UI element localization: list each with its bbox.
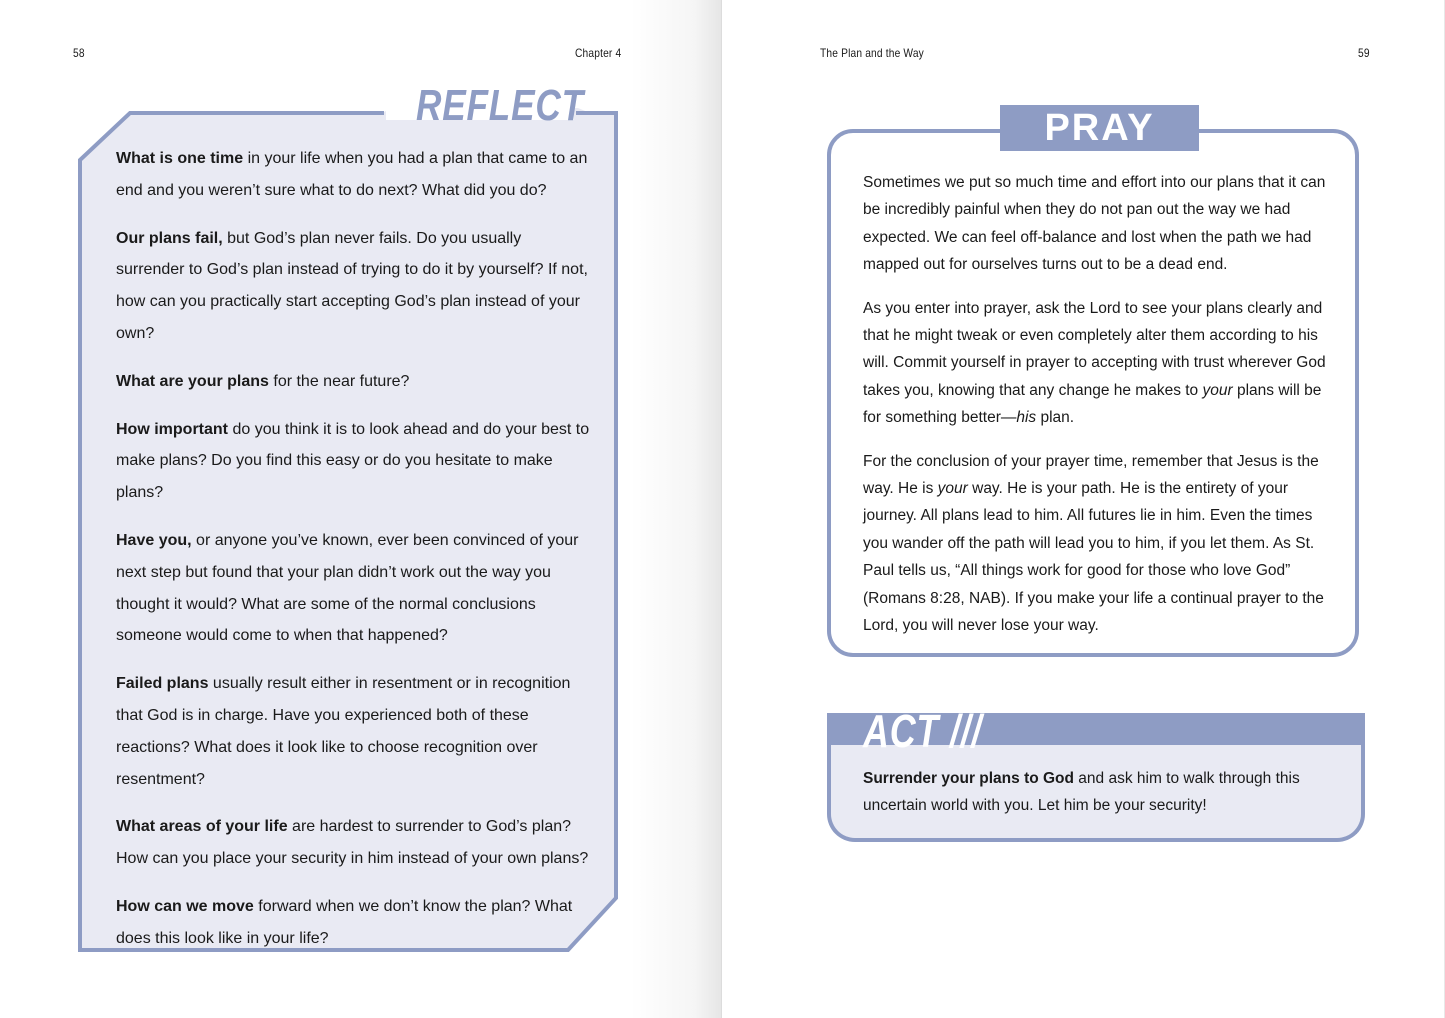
pray-paragraph: For the conclusion of your prayer time, remember that Jesus is the way. He is your way. He is your path. He is the entirety of your journey. All plans lead to him. All futures lie in him. Even the times you wander off the path will lead you to him, if you let them. As St. Paul tells us, “All things work for good for those who love God” (Romans 8:28, NAB). If you make your life a continual prayer to the Lord, you will never lose your way. [863,452,1324,635]
reflect-question: Our plans fail, but God’s plan never fails. Do you usually surrender to God’s plan instead of trying to do it by yourself? If not, how can you practically start accepting God’s plan instead of your own? [116,229,588,342]
reflect-questions [116,143,591,971]
reflect-question: What are your plans for the near future? [116,372,410,390]
page-number-right: 59 [1358,46,1370,60]
pray-text [863,169,1333,656]
act-title: ACT /// [863,705,983,757]
reflect-question: How important do you think it is to look ahead and do your best to make plans? Do you find this easy or do you hesitate to make plans? [116,420,590,502]
reflect-title: REFLECT [416,81,584,130]
act-text [863,765,1333,820]
gutter-shadow-left [630,0,722,1018]
reflect-question: What areas of your life are hardest to surrender to God’s plan? How can you place your security in him instead of your own plans? [116,818,589,868]
reflect-question: How can we move forward when we don’t know the plan? What does this look like in your life? [116,897,573,947]
spine-line [721,0,722,1018]
reflect-question: Have you, or anyone you’ve known, ever been convinced of your next step but found that your plan didn’t work out the way you thought it would? What are some of the normal conclusions someone would come to when that happened? [116,531,579,645]
reflect-question: Failed plans usually result either in resentment or in recognition that God is in charge. Have you experienced both of these reactions? What does it look like to choose recognition over resentment? [116,675,571,788]
page-number-left: 58 [73,46,85,60]
pray-paragraph: Sometimes we put so much time and effort into our plans that it can be incredibly painful when they do not pan out the way we had expected. We can feel off-balance and lost when the path we had mapped out for ourselves turns out to be a dead end. [863,174,1326,274]
act-paragraph: Surrender your plans to God and ask him to walk through this uncertain world with you. Let him be your security! [863,770,1300,815]
pray-paragraph: As you enter into prayer, ask the Lord to see your plans clearly and that he might tweak or even completely alter them according to his will. Commit yourself in prayer to accepting with trust wherever God takes you, knowing that any change he makes to your plans will be for something better—his plan. [863,299,1326,427]
reflect-question: What is one time in your life when you had a plan that came to an end and you weren’t sure what to do next? What did you do? [116,150,588,199]
pray-tab [1000,105,1199,151]
running-head-left: Chapter 4 [575,46,622,60]
pray-title: PRAY [1044,107,1155,149]
running-head-right: The Plan and the Way [820,46,924,60]
